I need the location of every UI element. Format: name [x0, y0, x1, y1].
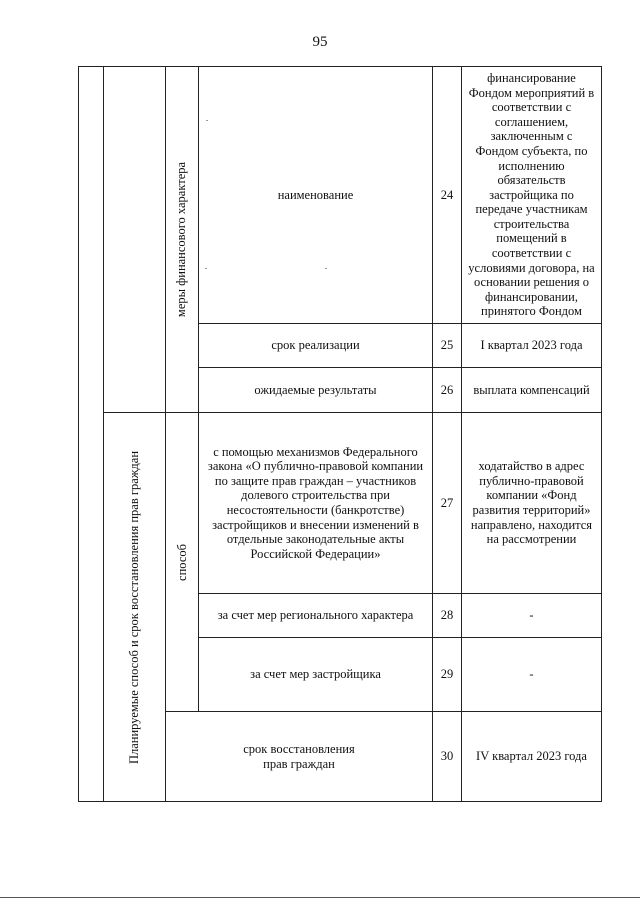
- table-border-right: [601, 66, 602, 802]
- row-29-label: за счет мер застройщика: [250, 667, 381, 682]
- row-24-label: наименование: [277, 187, 354, 202]
- scan-speck: [325, 268, 327, 269]
- row-25-value: I квартал 2023 года: [480, 338, 583, 353]
- row-27-number: 27: [440, 495, 454, 510]
- table-border-bottom: [78, 801, 602, 802]
- row-25-label: срок реализации: [271, 338, 360, 353]
- row-27-value: ходатайство в адрес публично-правовой компании «Фонд развития территорий» направлено, находится на рассмотрении: [470, 459, 593, 547]
- row-28-value: -: [529, 608, 534, 623]
- row-27-label: с помощью механизмов Федерального закона «О публично-правовой компании по защите прав граждан – участников долевого строительства при несостоятельности (банкротстве) застройщиков и внесении изменений в отдельные законодательные акты Российской Федерации»: [207, 444, 424, 561]
- row-28-label: за счет мер регионального характера: [217, 608, 414, 623]
- scan-bottom-rule: [0, 897, 640, 898]
- row-29-value: -: [529, 667, 534, 682]
- group-label-method: способ: [174, 543, 189, 581]
- row-30-number: 30: [440, 749, 454, 764]
- group-label-planned-method: Планируемые способ и срок восстановления прав граждан: [127, 450, 141, 764]
- scan-speck: [206, 120, 208, 121]
- row-26-label: ожидаемые результаты: [254, 382, 377, 397]
- row-30-value: IV квартал 2023 года: [476, 749, 587, 764]
- row-26-value: выплата компенсаций: [473, 382, 590, 397]
- row-25-number: 25: [440, 338, 454, 353]
- scan-speck: [205, 268, 207, 269]
- page-number: 95: [312, 34, 328, 50]
- row-26-number: 26: [440, 382, 454, 397]
- row-29-number: 29: [440, 667, 454, 682]
- row-24-value: финансирование Фондом мероприятий в соответствии с соглашением, заключенным с Фондом субъекта, по исполнению обязательств застройщика по передаче участникам строительства помещений в соответствии с условиями договора, на основании решения о финансировании, принятого Фондом: [468, 70, 595, 319]
- row-24-number: 24: [440, 187, 454, 202]
- row-28-number: 28: [440, 608, 454, 623]
- group-label-financial-measures: меры финансового характера: [174, 161, 189, 318]
- row-30-label: срок восстановления прав граждан: [243, 741, 355, 771]
- table-border-left: [78, 66, 79, 802]
